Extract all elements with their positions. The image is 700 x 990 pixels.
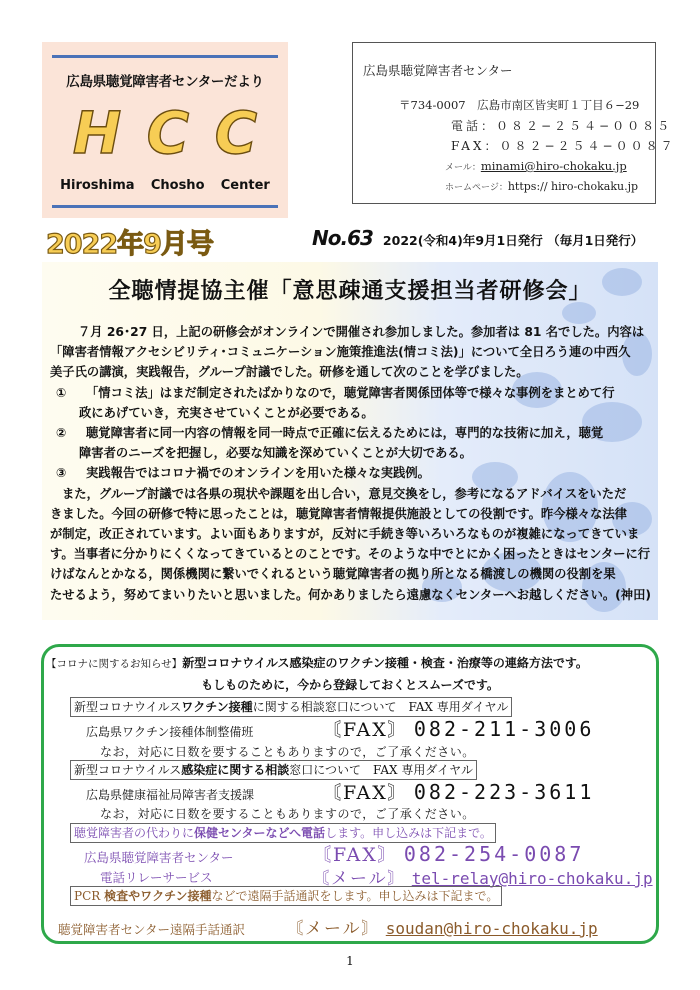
infection-consult-box: 新型コロナウイルス感染症に関する相談窓口について FAX 専用ダイヤル bbox=[70, 760, 477, 780]
article-closing-line: す。当事者に分かりにくくなってきているとのことです。そのような中でとにかく困ったときはセンターに行 bbox=[50, 547, 651, 562]
article-closing-line: けばなんとかなる，関係機関に繋いでくれるという聴覚障害者の拠り所となる橋渡しの機関の役割を果 bbox=[50, 567, 616, 582]
article-line: ７月 26･27 日，上記の研修会がオンラインで開催され参加しました。参加者は 81 名でした。内容は bbox=[78, 325, 645, 339]
relay-service: 電話リレーサービス bbox=[100, 870, 213, 885]
leaf-decoration-icon bbox=[562, 302, 596, 324]
relay-org: 広島県聴覚障害者センター bbox=[84, 850, 234, 865]
relay-box: 聴覚障害者の代わりに保健センターなどへ電話します。申し込みは下記まで。 bbox=[70, 823, 496, 843]
article-closing-line: が制定，改正されています。よい面もありますが，反対に手続き等いろいろなものが複雑になってきていま bbox=[50, 527, 640, 542]
relay-fax: 〘FAX〙 082-254-0087 bbox=[312, 842, 585, 866]
contact-mail-row bbox=[445, 159, 627, 173]
contact-tel: 電話：０８２−２５４−００８５ bbox=[451, 119, 673, 133]
remote-org: 聴覚障害者センター遠隔手話通訳 bbox=[58, 922, 246, 937]
page-number: 1 bbox=[346, 954, 354, 968]
remote-mail-link[interactable]: soudan@hiro-chokaku.jp bbox=[385, 919, 598, 938]
corona-tag: 【コロナに関するお知らせ】 bbox=[46, 658, 183, 670]
issue-info bbox=[312, 226, 643, 250]
article-point-1: ① 「情コミ法」はまだ制定されたばかりなので，聴覚障害者関係団体等で様々な事例をまとめて行 bbox=[56, 385, 615, 400]
contact-homepage-link[interactable]: https:// hiro-chokaku.jp bbox=[507, 180, 639, 193]
vaccine-note: なお，対応に日数を要することもありますので，ご了承ください。 bbox=[100, 745, 475, 759]
homepage-label: ホームページ： bbox=[445, 183, 508, 193]
corona-heading bbox=[46, 654, 588, 671]
corona-title: 新型コロナウイルス感染症のワクチン接種・検査・治療等の連絡方法です。 bbox=[182, 656, 588, 670]
logo-word-chosho: Chosho bbox=[150, 178, 205, 193]
contact-address: 〒734-0007 広島市南区皆実町１丁目６−29 bbox=[399, 98, 640, 112]
issue-date: 2022年9月号 bbox=[46, 229, 213, 260]
infection-note: なお，対応に日数を要することもありますので，ご了承ください。 bbox=[100, 807, 475, 821]
article-point-3: ③ 実践報告ではコロナ禍でのオンラインを用いた様々な実践例。 bbox=[56, 466, 430, 481]
logo-letter-h: H bbox=[72, 99, 122, 167]
logo-bottom-bar bbox=[52, 205, 278, 208]
vaccine-org: 広島県ワクチン接種体制整備班 bbox=[86, 725, 254, 739]
article-line: 美子氏の講演，実践報告，グループ討議でした。研修を通して次のことを学びました。 bbox=[50, 365, 529, 380]
corona-subtitle: もしものために，今から登録しておくとスムーズです。 bbox=[201, 678, 499, 692]
article-headline: 全聴情提協主催「意思疎通支援担当者研修会」 bbox=[108, 279, 592, 304]
remote-box: PCR 検査やワクチン接種などで遠隔手話通訳をします。申し込みは下記まで。 bbox=[70, 886, 502, 906]
logo-subtitle: 広島県聴覚障害者センターだより bbox=[66, 74, 264, 90]
contact-mail-link[interactable]: minami@hiro-chokaku.jp bbox=[480, 159, 627, 173]
contact-box bbox=[352, 42, 676, 204]
contact-org: 広島県聴覚障害者センター bbox=[363, 63, 513, 78]
vaccine-fax: 〘FAX〙 082-211-3006 bbox=[322, 717, 595, 741]
contact-fax: FAX：０８２−２５４−００８７ bbox=[451, 139, 676, 153]
article-point-1-cont: 政にあげていき，充実させていくことが必要である。 bbox=[79, 405, 374, 420]
contact-homepage-row bbox=[445, 180, 638, 193]
newsletter-logo bbox=[42, 42, 288, 218]
logo-word-hiroshima: Hiroshima bbox=[60, 178, 135, 193]
logo-letter-c1: C bbox=[146, 99, 190, 167]
infection-fax: 〘FAX〙 082-223-3611 bbox=[322, 780, 595, 804]
article-point-2-cont: 障害者のニーズを把握し，必要な知識を深めていくことが大切である。 bbox=[79, 446, 472, 461]
logo-word-center: Center bbox=[220, 178, 270, 193]
infection-org: 広島県健康福祉局障害者支援課 bbox=[86, 788, 255, 802]
logo-words bbox=[42, 178, 288, 193]
article-closing-line: たせるよう，努めてまいりたいと思いました。何かありましたら遠慮なくセンターへお越しください。(神田) bbox=[50, 587, 652, 602]
mail-label: メール： bbox=[445, 163, 481, 173]
relay-mail-link[interactable]: tel-relay@hiro-chokaku.jp bbox=[411, 869, 653, 888]
article-point-2: ② 聴覚障害者に同一内容の情報を同一時点で正確に伝えるためには，専門的な技術に加え，聴覚 bbox=[56, 426, 604, 441]
logo-top-bar bbox=[52, 55, 278, 58]
logo-letter-c2: C bbox=[214, 99, 258, 167]
article-closing-line: また，グループ討議では各県の現状や課題を出し合い，意見交換をし，参考になるアドバイスをいただ bbox=[62, 486, 627, 501]
logo-letters bbox=[42, 100, 288, 166]
vaccine-consult-box: 新型コロナウイルスワクチン接種に関する相談窓口について FAX 専用ダイヤル bbox=[70, 697, 512, 717]
article-body bbox=[50, 322, 656, 605]
article-line: 「障害者情報アクセシビリティ･コミュニケーション施策推進法(情コミ法)」について全日ろう連の中西久 bbox=[50, 345, 631, 360]
remote-mail: 〘メール〙 soudan@hiro-chokaku.jp bbox=[286, 919, 598, 939]
relay-mail: 〘メール〙 tel-relay@hiro-chokaku.jp bbox=[312, 869, 653, 889]
issue-published: 2022(令和4)年9月1日発行 （毎月1日発行） bbox=[382, 233, 644, 248]
issue-number: No.63 bbox=[312, 226, 373, 250]
article-closing-line: きました。今回の研修で特に思ったことは，聴覚障害者情報提供施設としての役割です。昨今様々な法律 bbox=[50, 506, 627, 521]
